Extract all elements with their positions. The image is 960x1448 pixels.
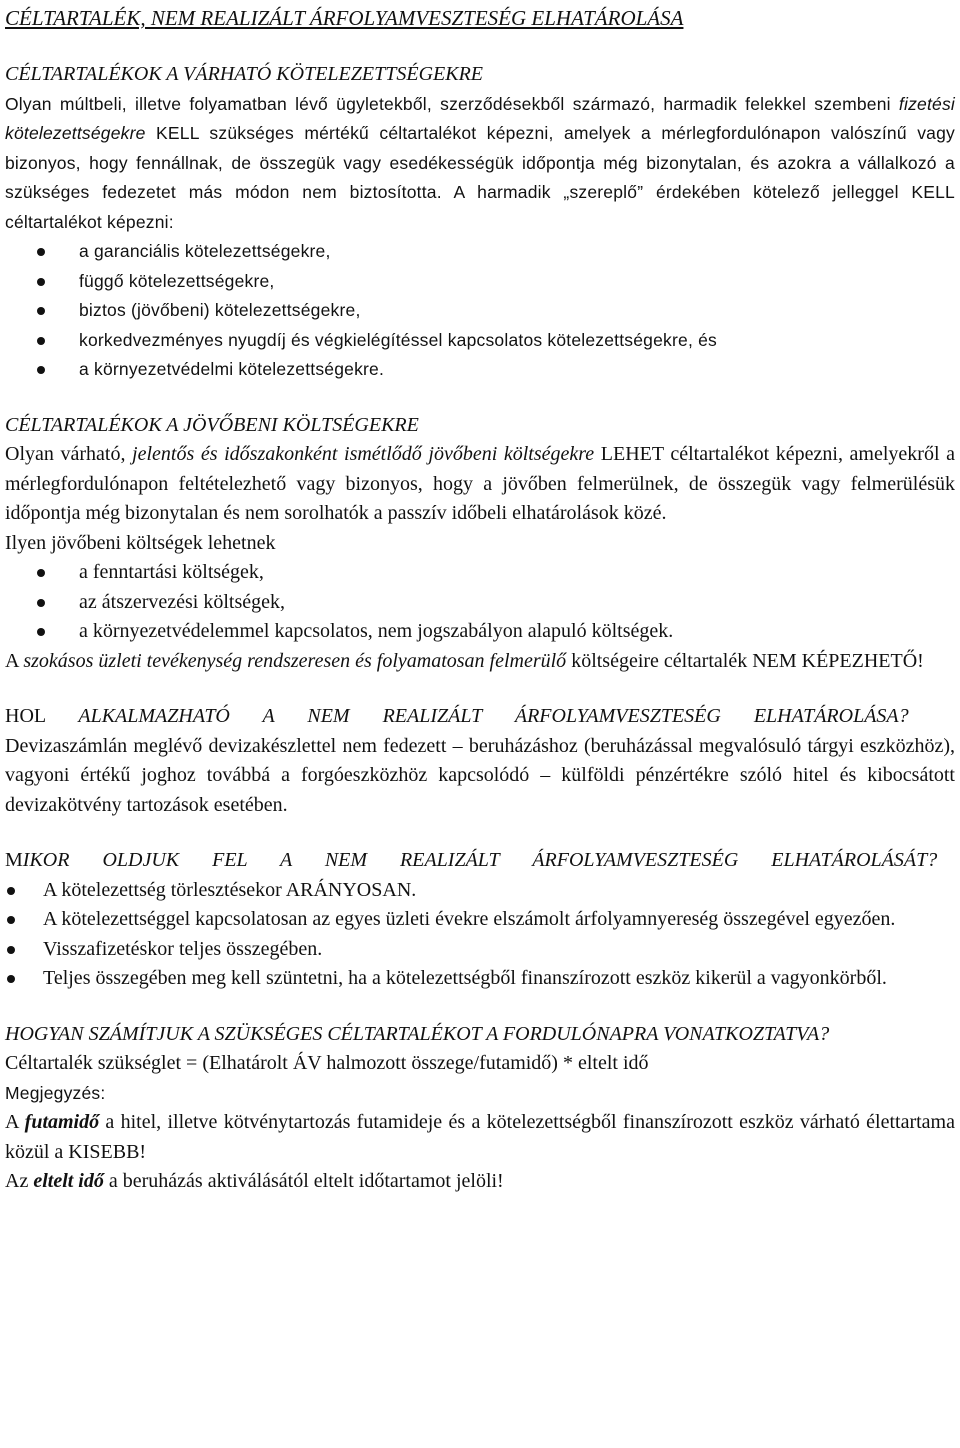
section4-heading-plain: M [5,849,23,871]
section2-list [5,558,955,647]
document-title: CÉLTARTALÉK, NEM REALIZÁLT ÁRFOLYAMVESZTESÉG ELHATÁROLÁSA [5,6,684,30]
section1-text-c: A harmadik „szereplő” érdekében kötelező jelleggel KELL céltartalékot képezni: [5,182,955,232]
section-heading-when-released [5,846,955,876]
section2-text-b: LEHET céltartalékot képezni, amelyekről a mérlegfordulónapon feltételezhető vagy bizonyos, hogy a jövőben felmerülnek, de összegük vagy felmerülésük időpontja még bizonytalan és nem sorolhatók a passzív időbeli elhatárolások közé. [5,443,955,524]
list-item: az átszervezési költségek, [5,588,955,618]
note-label: Megjegyzés: [5,1082,106,1103]
list-item: Visszafizetéskor teljes összegében. [5,935,955,965]
section2-closing-italic: szokásos üzleti tevékenység rendszeresen és folyamatosan felmerülő [23,649,567,672]
list-item: biztos (jövőbeni) kötelezettségekre, [5,296,955,326]
note-term-duration [5,1108,955,1167]
section3-heading-italic: ALKALMAZHATÓ A NEM REALIZÁLT ÁRFOLYAMVESZTESÉG ELHATÁROLÁSA? [78,705,909,727]
section1-paragraph [5,90,955,238]
list-item: függő kötelezettségekre, [5,267,955,297]
note2-text-a: Az [5,1170,34,1192]
section1-text-a: Olyan múltbeli, illetve folyamatban lévő ügyletekből, szerződésekből származó, harmadik felekkel szembeni [5,93,899,114]
formula: Céltartalék szükséglet = (Elhatárolt ÁV halmozott összege/futamidő) * eltelt idő [5,1052,649,1074]
section2-closing-b: költségeire céltartalék NEM KÉPEZHETŐ! [566,649,924,672]
section2-heading-text: CÉLTARTALÉKOK A JÖVŐBENI KÖLTSÉGEKRE [5,413,419,436]
spacer [5,385,955,411]
note1-text-a: A [5,1111,25,1133]
section2-text-italic: jelentős és időszakonként ismétlődő jövőbeni költségekre [132,443,595,465]
section2-paragraph [5,440,955,529]
document-page [5,3,955,1197]
note2-text-b: a beruházás aktiválásától eltelt időtartamot jelöli! [103,1170,504,1192]
section4-heading-italic: IKOR OLDJUK FEL A NEM REALIZÁLT ÁRFOLYAMVESZTESÉG ELHATÁROLÁSÁT? [22,849,938,871]
note-term-elapsed [5,1167,955,1197]
section1-text-italic: fizetési kötelezettségekre [5,93,955,143]
section2-text-a: Olyan várható, [5,443,133,465]
list-item: a környezetvédelmi kötelezettségekre. [5,355,955,385]
section4-list [5,876,955,994]
section-heading-calculation: HOGYAN SZÁMÍTJUK A SZÜKSÉGES CÉLTARTALÉKOT A FORDULÓNAPRA VONATKOZTATVA? [5,1022,830,1045]
section1-list [5,237,955,385]
list-item: Teljes összegében meg kell szüntetni, ha a kötelezettségből finanszírozott eszköz kikerül a vagyonkörből. [5,964,955,994]
list-item: A kötelezettséggel kapcsolatosan az egyes üzleti évekre elszámolt árfolyamnyereség összegével egyezően. [5,905,955,935]
section-heading-where-applicable [5,702,955,732]
section3-paragraph: Devizaszámlán meglévő devizakészlettel nem fedezett – beruházáshoz (beruházással megvalósuló tárgyi eszközhöz), vagyoni értékű joghoz továbbá a forgóeszközhöz kapcsolódó – külföldi pénzértékre szóló hitel és kibocsátott devizakötvény tartozások esetében. [5,734,955,816]
section2-closing-a: A [5,649,24,672]
list-item: korkedvezményes nyugdíj és végkielégítéssel kapcsolatos kötelezettségekre, és [5,326,955,356]
section-heading-future-costs [5,411,955,441]
section-heading-provisions-liabilities: CÉLTARTALÉKOK A VÁRHATÓ KÖTELEZETTSÉGEKRE [5,63,483,85]
note1-term: futamidő [24,1111,100,1133]
list-item: a környezetvédelemmel kapcsolatos, nem jogszabályon alapuló költségek. [5,617,955,647]
section1-text-b: KELL szükséges mértékű céltartalékot képezni, amelyek a mérlegfordulónapon valószínű vagy bizonyos, hogy fennállnak, de összegük vagy esedékességük időpontja még bizonytalan, és azokra a vállalkozó a szükséges fedezetet más módon nem biztosította. [5,123,955,202]
list-item: A kötelezettség törlesztésekor ARÁNYOSAN. [5,876,955,906]
section3-heading-plain: HOL [5,705,79,727]
list-item: a fenntartási költségek, [5,558,955,588]
note2-term: eltelt idő [33,1170,104,1192]
section2-list-intro: Ilyen jövőbeni költségek lehetnek [5,531,276,554]
section2-closing-paragraph [5,647,955,677]
note1-text-b: a hitel, illetve kötvénytartozás futamideje és a kötelezettségből finanszírozott eszköz várható élettartama közül a KISEBB! [5,1111,955,1163]
list-item: a garanciális kötelezettségekre, [5,237,955,267]
